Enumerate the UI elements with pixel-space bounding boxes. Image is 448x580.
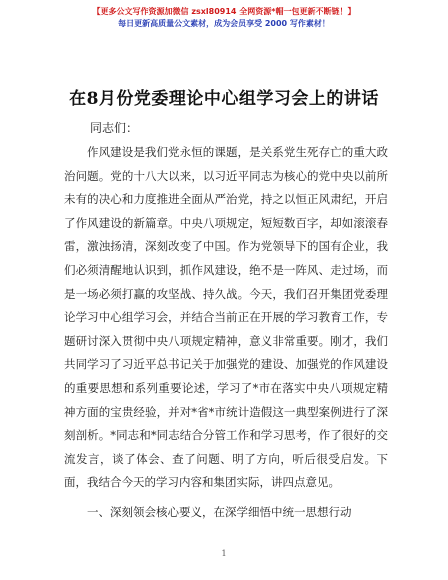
document-body bbox=[64, 141, 388, 495]
section-heading: 一、深刻领会核心要义，在深学细悟中统一思想行动 bbox=[87, 505, 352, 519]
document-title: 在8月份党委理论中心组学习会上的讲话 bbox=[69, 89, 379, 109]
body-paragraph: 作风建设是我们党永恒的课题，是关系党生死存亡的重大政治问题。党的十八大以来，以习近平同志为核心的党中央以前所未有的决心和力度推进全面从严治党，持之以恒正风肃纪，开启了作风建设的新篇章。中央八项规定，短短数百字，却如滚滚春雷，激浊扬清，深刻改变了中国。作为党领导下的国有企业，我们必须清醒地认识到，抓作风建设，绝不是一阵风、走过场，而是一场必须打赢的攻坚战、持久战。今天，我们召开集团党委理论学习中心组学习会，并结合当前正在开展的学习教育工作，专题研讨深入贯彻中央八项规定精神，意义非常重要。刚才，我们共同学习了习近平总书记关于加强党的建设、加强党的作风建设的重要思想和系列重要论述，学习了*市在落实中央八项规定精神方面的宝贵经验，并对*省*市统计造假这一典型案例进行了深刻剖析。*同志和*同志结合分管工作和学习思考，作了很好的交流发言，谈了体会、查了问题、明了方向，听后很受启发。下面，我结合今天的学习内容和集团实际，讲四点意见。 bbox=[64, 145, 388, 490]
header-banner bbox=[0, 6, 448, 30]
banner-line-2: 每日更新高质量公文素材，成为会员享受 2000 写作素材！ bbox=[118, 19, 330, 28]
banner-line-1: 【更多公文写作资源加微信 zsxl80914 全网资源*帽一包更新不断链！】 bbox=[92, 7, 356, 16]
salutation: 同志们： bbox=[90, 121, 139, 135]
page-number: 1 bbox=[221, 549, 227, 558]
